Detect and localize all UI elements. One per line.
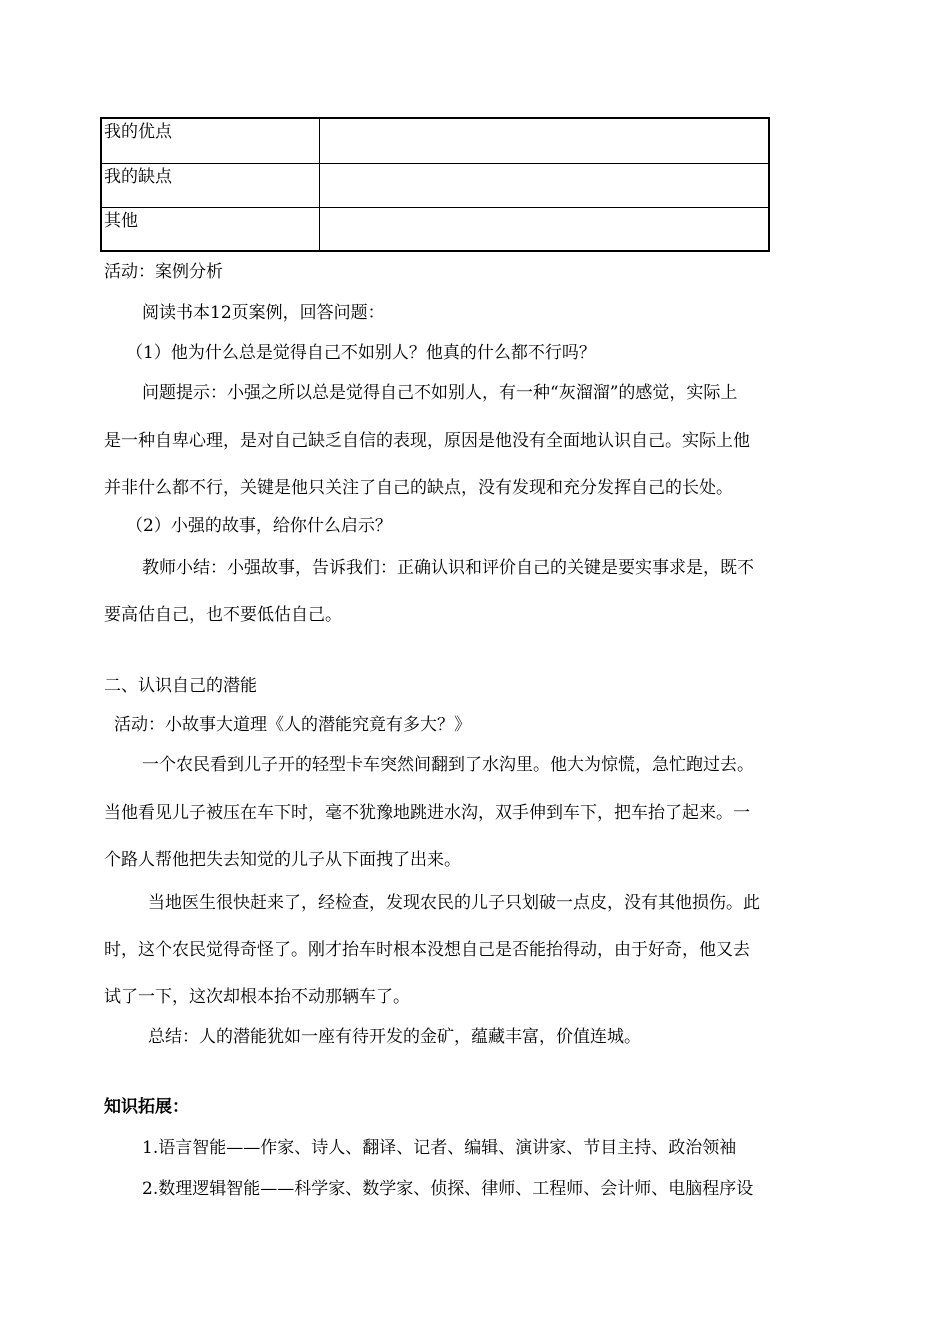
table-row — [101, 208, 769, 252]
story-line: 当地医生很快赶来了，经检查，发现农民的儿子只划破一点皮，没有其他损伤。此 — [148, 893, 760, 913]
section-activity: 活动：小故事大道理《人的潜能究竟有多大？》 — [114, 715, 471, 735]
table-cell-weaknesses — [320, 164, 770, 208]
conclusion: 总结：人的潜能犹如一座有待开发的金矿，蕴藏丰富，价值连城。 — [148, 1027, 641, 1047]
table-row — [101, 164, 769, 208]
knowledge-item: 2.数理逻辑智能——科学家、数学家、侦探、律师、工程师、会计师、电脑程序设 — [142, 1179, 754, 1199]
table-label-other: 其他 — [101, 208, 320, 252]
knowledge-item: 1.语言智能——作家、诗人、翻译、记者、编辑、演讲家、节目主持、政治领袖 — [142, 1138, 737, 1158]
question-1: （1）他为什么总是觉得自己不如别人？他真的什么都不行吗？ — [126, 343, 596, 363]
hint-line: 问题提示：小强之所以总是觉得自己不如别人，有一种“灰溜溜”的感觉，实际上 — [142, 383, 738, 403]
story-line: 时，这个农民觉得奇怪了。刚才抬车时根本没想自己是否能抬得动，由于好奇，他又去 — [104, 940, 750, 960]
self-evaluation-table — [100, 117, 770, 252]
story-line: 个路人帮他把失去知觉的儿子从下面拽了出来。 — [104, 850, 461, 870]
activity-title: 活动：案例分析 — [104, 262, 223, 282]
story-line: 一个农民看到儿子开的轻型卡车突然间翻到了水沟里。他大为惊慌，急忙跑过去。 — [142, 755, 754, 775]
story-line: 当他看见儿子被压在车下时，毫不犹豫地跳进水沟，双手伸到车下，把车抬了起来。一 — [104, 803, 750, 823]
table-cell-other — [320, 208, 770, 252]
hint-line: 并非什么都不行，关键是他只关注了自己的缺点，没有发现和充分发挥自己的长处。 — [104, 478, 733, 498]
summary-line: 教师小结：小强故事，告诉我们：正确认识和评价自己的关键是要实事求是，既不 — [142, 558, 754, 578]
summary-line: 要高估自己，也不要低估自己。 — [104, 605, 342, 625]
activity-intro: 阅读书本12页案例，回答问题： — [142, 303, 385, 323]
knowledge-heading: 知识拓展： — [104, 1097, 189, 1117]
section-heading: 二、认识自己的潜能 — [104, 676, 257, 696]
question-2: （2）小强的故事，给你什么启示？ — [126, 516, 392, 536]
table-label-strengths: 我的优点 — [101, 118, 320, 164]
hint-line: 是一种自卑心理，是对自己缺乏自信的表现，原因是他没有全面地认识自己。实际上他 — [104, 431, 750, 451]
table-row — [101, 118, 769, 164]
table-label-weaknesses: 我的缺点 — [101, 164, 320, 208]
story-line: 试了一下，这次却根本抬不动那辆车了。 — [104, 987, 410, 1007]
table-cell-strengths — [320, 118, 770, 164]
